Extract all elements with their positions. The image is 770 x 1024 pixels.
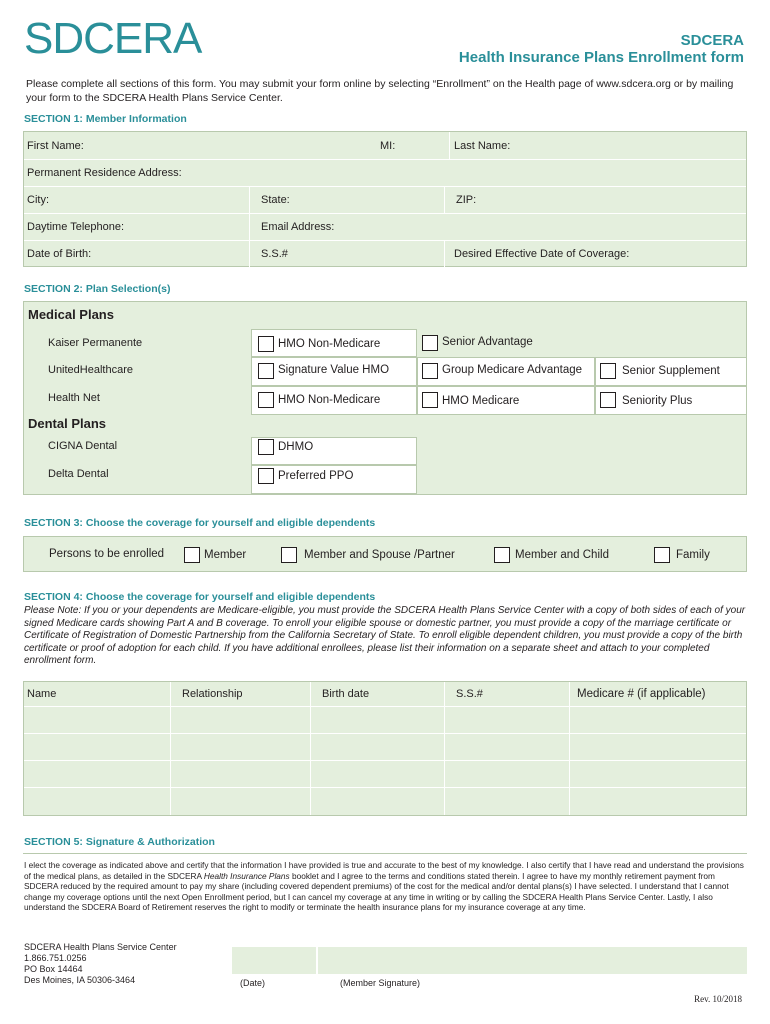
coverage-options-panel	[23, 536, 747, 572]
cigna-dhmo-checkbox[interactable]	[258, 439, 274, 455]
org-name: SDCERA	[680, 32, 744, 49]
plan-uhc: UnitedHealthcare	[48, 364, 133, 376]
persons-label: Persons to be enrolled	[49, 548, 165, 560]
city-field[interactable]: City:	[27, 194, 49, 206]
kaiser-hmo-label: HMO Non-Medicare	[278, 338, 381, 350]
signature-label: (Member Signature)	[340, 978, 421, 988]
spouse-label: Member and Spouse /Partner	[304, 549, 455, 561]
delta-ppo-checkbox[interactable]	[258, 468, 274, 484]
email-field[interactable]: Email Address:	[261, 221, 335, 233]
child-checkbox[interactable]	[494, 547, 510, 563]
hn-seniority-label: Seniority Plus	[622, 395, 693, 407]
col-name: Name	[27, 688, 57, 700]
ss-field[interactable]: S.S.#	[261, 248, 288, 260]
cigna-dhmo-label: DHMO	[278, 441, 314, 453]
uhc-supplement-checkbox[interactable]	[600, 363, 616, 379]
kaiser-senior-label: Senior Advantage	[442, 336, 533, 348]
sdcera-logo: SDCERA	[24, 14, 202, 63]
state-field[interactable]: State:	[261, 194, 290, 206]
spouse-checkbox[interactable]	[281, 547, 297, 563]
col-medicare: Medicare # (if applicable)	[577, 688, 706, 700]
date-input[interactable]	[232, 947, 316, 974]
effective-date-field[interactable]: Desired Effective Date of Coverage:	[454, 248, 630, 260]
date-label: (Date)	[240, 978, 266, 988]
kaiser-hmo-checkbox[interactable]	[258, 336, 274, 352]
zip-field[interactable]: ZIP:	[456, 194, 477, 206]
plan-delta: Delta Dental	[48, 468, 109, 480]
plan-selection-panel	[23, 301, 747, 495]
signature-input[interactable]	[318, 947, 747, 974]
hn-seniority-checkbox[interactable]	[600, 392, 616, 408]
member-checkbox[interactable]	[184, 547, 200, 563]
form-title: Health Insurance Plans Enrollment form	[458, 49, 744, 66]
uhc-signature-checkbox[interactable]	[258, 363, 274, 379]
hn-hmo-label: HMO Non-Medicare	[278, 394, 381, 406]
family-checkbox[interactable]	[654, 547, 670, 563]
col-ss: S.S.#	[456, 688, 483, 700]
hn-medicare-checkbox[interactable]	[422, 392, 438, 408]
section5-heading: SECTION 5: Signature & Authorization	[24, 836, 215, 848]
section2-heading: SECTION 2: Plan Selection(s)	[24, 283, 171, 295]
hn-hmo-checkbox[interactable]	[258, 392, 274, 408]
child-label: Member and Child	[515, 549, 609, 561]
col-birth-date: Birth date	[322, 688, 370, 700]
phone-field[interactable]: Daytime Telephone:	[27, 221, 125, 233]
intro-text: Please complete all sections of this form. You may submit your form online by selecting “Enrollment” on the Health page of www.sdcera.org or by mailing your form to the SDCERA Health Plans Service Center.	[26, 78, 734, 104]
hn-medicare-label: HMO Medicare	[442, 395, 520, 407]
dob-field[interactable]: Date of Birth:	[27, 248, 92, 260]
uhc-signature-label: Signature Value HMO	[278, 364, 390, 376]
kaiser-senior-checkbox[interactable]	[422, 335, 438, 351]
section3-heading: SECTION 3: Choose the coverage for yourself and eligible dependents	[24, 517, 376, 529]
form-title-block	[459, 32, 744, 66]
revision-date: Rev. 10/2018	[694, 994, 742, 1004]
member-info-grid	[23, 131, 747, 267]
uhc-gma-label: Group Medicare Advantage	[442, 364, 583, 376]
service-center-address: SDCERA Health Plans Service Center 1.866.751.0256 PO Box 14464 Des Moines, IA 50306-3464	[24, 942, 177, 985]
first-name-field[interactable]: First Name:	[27, 140, 84, 152]
mi-field[interactable]: MI:	[380, 140, 396, 152]
plan-healthnet: Health Net	[48, 392, 100, 404]
dependents-table	[23, 681, 747, 816]
uhc-gma-checkbox[interactable]	[422, 363, 438, 379]
medical-plans-heading: Medical Plans	[28, 307, 114, 322]
delta-ppo-label: Preferred PPO	[278, 470, 354, 482]
authorization-text: I elect the coverage as indicated above and certify that the information I have provided is true and accurate to the best of my knowledge. I also certify that I have read and understand the provisions of the medical plans, as detailed in the SDCERA Health Insurance Plans booklet and I agree to the terms and conditions stated therein. I agree to have my monthly retirement payment from SDCERA reduced by the required amount to pay my share (including covered dependent premiums) of the cost for the medical and/or dental plans(s) I have selected. I understand that I cannot change my coverage options until the next Open Enrollment period, but I can cancel my coverage at any time in writing or by calling the SDCERA Health Plans Service Center. Lastly, I also understand the SDCERA Board of Retirement reserves the right to modify or terminate the health insurance plans for my insurance coverage at any time.	[24, 860, 744, 912]
section4-heading: SECTION 4: Choose the coverage for yourself and eligible dependents	[24, 591, 376, 603]
last-name-field[interactable]: Last Name:	[454, 140, 511, 152]
col-relationship: Relationship	[182, 688, 243, 700]
uhc-supplement-label: Senior Supplement	[622, 365, 720, 377]
dental-plans-heading: Dental Plans	[28, 416, 107, 431]
section4-note: Please Note: If you or your dependents are Medicare-eligible, you must provide the SDCERA Health Plans Service Center with a copy of both sides of each of your signed Medicare cards showing Part A and B coverage. To enroll your eligible spouse or domestic partner, you must provide a copy of the marriage certificate or Certificate of Registration of Domestic Partnership from the California Secretary of State. To enroll eligible dependent children, you must provide a copy of the birth certificate or proof of adoption for each child. If you have additional enrollees, please list their information on a separate sheet and attach to your completed enrollment form.	[24, 605, 746, 667]
plan-cigna: CIGNA Dental	[48, 440, 118, 452]
section1-heading: SECTION 1: Member Information	[24, 113, 187, 125]
address-field[interactable]: Permanent Residence Address:	[27, 167, 182, 179]
member-label: Member	[204, 549, 247, 561]
plan-kaiser: Kaiser Permanente	[48, 337, 143, 349]
family-label: Family	[676, 549, 710, 561]
